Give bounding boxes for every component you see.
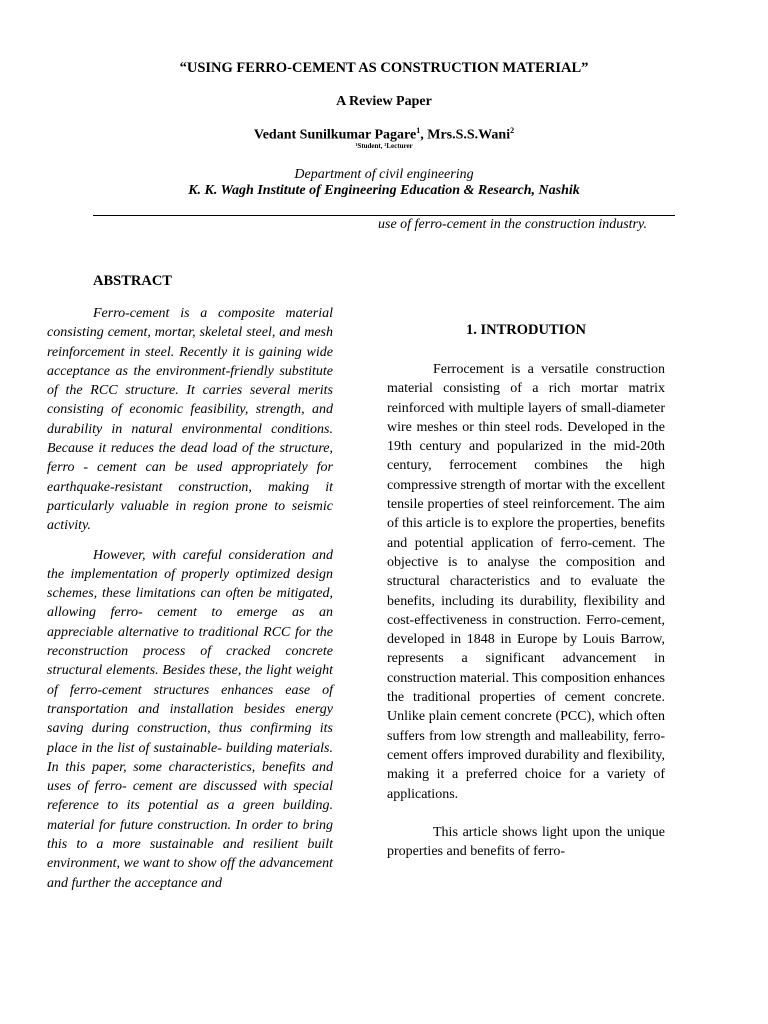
introduction-paragraph: This article shows light upon the unique properties and benefits of ferro-: [387, 824, 665, 860]
paper-title: “USING FERRO-CEMENT AS CONSTRUCTION MATERIAL”: [179, 60, 589, 76]
abstract-heading: ABSTRACT: [93, 273, 172, 289]
author-separator: ,: [420, 127, 428, 143]
author-2-affiliation-mark: 2: [510, 126, 515, 135]
author-line: [0, 126, 768, 144]
abstract-continuation: use of ferro-cement in the construction industry.: [378, 217, 647, 232]
introduction-paragraph: Ferrocement is a versatile construction material consisting of a rich mortar matrix reinforced with multiple layers of small-diameter wire meshes or thin steel rods. Developed in the 19th century and popularized in the mid-20th century, ferrocement combines the high compressive strength of mortar with the excellent tensile properties of steel reinforcement. The aim of this article is to explore the properties, benefits and potential application of ferro-cement. The objective is to analyse the composition and structural characteristics and to evaluate the benefits, including its durability, flexibility and cost-effectiveness in construction. Ferro-cement, developed in 1848 in Europe by Louis Barrow, represents a significant advancement in construction material. This composition enhances the traditional properties of cement concrete. Unlike plain cement concrete (PCC), which often suffers from low strength and malleability, ferro-cement offers improved durability and flexibility, making it a preferred choice for a variety of applications.: [387, 362, 665, 802]
introduction-heading: 1. INTRODUTION: [465, 322, 587, 338]
department: Department of civil engineering: [294, 167, 474, 182]
institute: K. K. Wagh Institute of Engineering Education & Research, Nashik: [188, 183, 580, 198]
abstract-body: [47, 304, 333, 893]
abstract-paragraph: Ferro-cement is a composite material consisting cement, mortar, skeletal steel, and mesh reinforcement in steel. Recently it is gaining wide acceptance as the environment-friendly substitute of the RCC structure. It carries several merits consisting of economic feasibility, strength, and durability in natural environmental conditions. Because it reduces the dead load of the structure, ferro - cement can be used appropriately for earthquake-resistant construction, making it particularly valuable in region prone to seismic activity.: [47, 306, 333, 534]
abstract-paragraph: However, with careful consideration and the implementation of properly optimized design schemes, these limitations can often be mitigated, allowing ferro- cement to emerge as an appreciable alternative to traditional RCC for the reconstruction process of cracked concrete structural elements. Besides these, the light weight of ferro-cement structures enhances ease of transportation and installation besides energy saving during construction, thus confirming its place in the list of sustainable- building materials. In this paper, some characteristics, benefits and uses of ferro- cement are discussed with special reference to its potential as a green building. material for future construction. In order to bring this to a more sustainable and resilient built environment, we want to show off the advancement and further the acceptance and: [47, 547, 333, 891]
author-1-affiliation-mark: 1: [416, 126, 421, 135]
paper-subtitle: A Review Paper: [336, 94, 432, 109]
introduction-body: [387, 360, 665, 861]
author-2: Mrs.S.S.Wani: [427, 127, 511, 143]
author-roles: ¹Student, ²Lecturer: [355, 142, 413, 150]
author-1: Vedant Sunilkumar Pagare: [253, 127, 417, 143]
